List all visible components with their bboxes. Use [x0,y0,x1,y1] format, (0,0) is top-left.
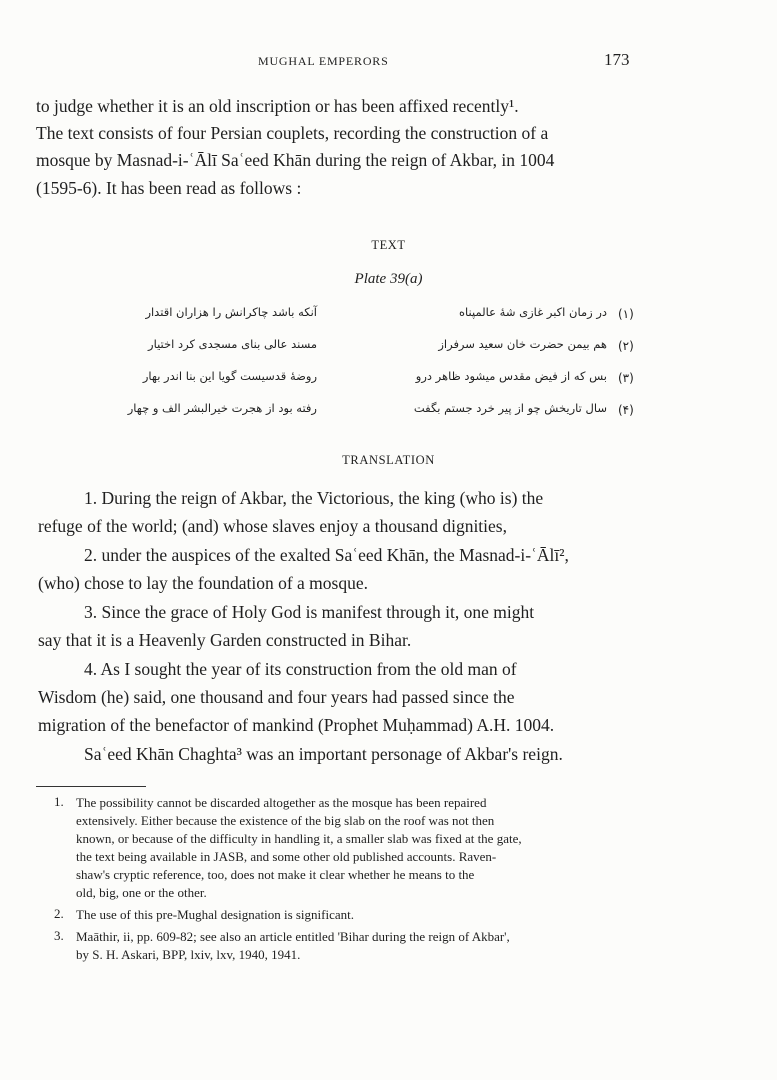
translation-line: say that it is a Heavenly Garden constructed in Bihar. [38,630,412,650]
couplet-second-hemistich: روضهٔ قدسیست گویا این بنا اندر بهار [142,369,317,383]
couplet-first-hemistich: سال تاریخش چو از پیر خرد جستم بگفت [413,401,607,415]
footnote-line: The possibility cannot be discarded altogether as the mosque has been repaired [76,795,487,810]
footnote-line: Maāthir, ii, pp. 609-82; see also an article entitled 'Bihar during the reign of Akbar', [76,929,510,944]
footnote-rule [36,786,146,787]
intro-line-2: The text consists of four Persian couplets, recording the construction of a [36,123,549,143]
footnote-line: extensively. Either because the existence of the big slab on the roof was not then [76,813,495,828]
translation-line: 3. Since the grace of Holy God is manifest through it, one might [84,602,535,622]
couplet-first-hemistich: در زمان اکبر غازی شهٔ عالمپناه [459,305,607,319]
footnote-line: The use of this pre-Mughal designation is significant. [76,907,355,922]
translation-line: Wisdom (he) said, one thousand and four years had passed since the [38,687,515,707]
footnote-line: old, big, one or the other. [76,885,207,900]
footnote-number: 3. [54,928,64,943]
intro-line-3: mosque by Masnad-i-ʿĀlī Saʿeed Khān during the reign of Akbar, in 1004 [36,150,555,170]
couplet-number: (۲) [618,339,634,353]
page-number: 173 [604,50,630,69]
text-heading: TEXT [371,238,406,252]
translation-line: (who) chose to lay the foundation of a mosque. [38,573,368,593]
footnote-line: by S. H. Askari, BPP, lxiv, lxv, 1940, 1941. [76,947,301,962]
couplet-second-hemistich: مسند عالی بنای مسجدی کرد اختیار [148,337,317,351]
footnote-number: 1. [54,794,64,809]
translation-line: migration of the benefactor of mankind (Prophet Muḥammad) A.H. 1004. [38,715,555,735]
footnote-line: shaw's cryptic reference, too, does not make it clear whether he means to the [76,867,475,882]
translation-line: 1. During the reign of Akbar, the Victorious, the king (who is) the [84,488,544,508]
intro-line-1: to judge whether it is an old inscription or has been affixed recently¹. [36,96,519,116]
couplet-number: (۴) [618,403,634,417]
running-title: MUGHAL EMPERORS [258,54,389,68]
couplet-second-hemistich: آنکه باشد چاکرانش را هزاران اقتدار [145,305,317,319]
plate-caption: Plate 39(a) [354,271,423,287]
translation-heading: TRANSLATION [342,453,435,467]
footnote-number: 2. [54,906,64,921]
footnote-line: known, or because of the difficulty in handling it, a smaller slab was fixed at the gate, [76,831,522,846]
translation-line: 2. under the auspices of the exalted Saʿeed Khān, the Masnad-i-ʿĀlī², [84,545,569,565]
translation-line: refuge of the world; (and) whose slaves enjoy a thousand dignities, [38,516,507,536]
couplet-first-hemistich: هم بیمن حضرت خان سعید سرفراز [438,337,607,351]
footnote-line: the text being available in JASB, and some other old published accounts. Raven- [76,849,497,864]
translation-line: 4. As I sought the year of its construction from the old man of [84,659,517,679]
couplet-first-hemistich: بس که از فیض مقدس میشود ظاهر درو [415,369,607,383]
couplet-second-hemistich: رفته بود از هجرت خیرالبشر الف و چهار [127,401,317,415]
intro-line-4: (1595-6). It has been read as follows : [36,178,302,198]
translation-line: Saʿeed Khān Chaghta³ was an important personage of Akbar's reign. [84,744,563,764]
couplet-number: (۱) [618,307,634,321]
couplet-number: (۳) [618,371,634,385]
